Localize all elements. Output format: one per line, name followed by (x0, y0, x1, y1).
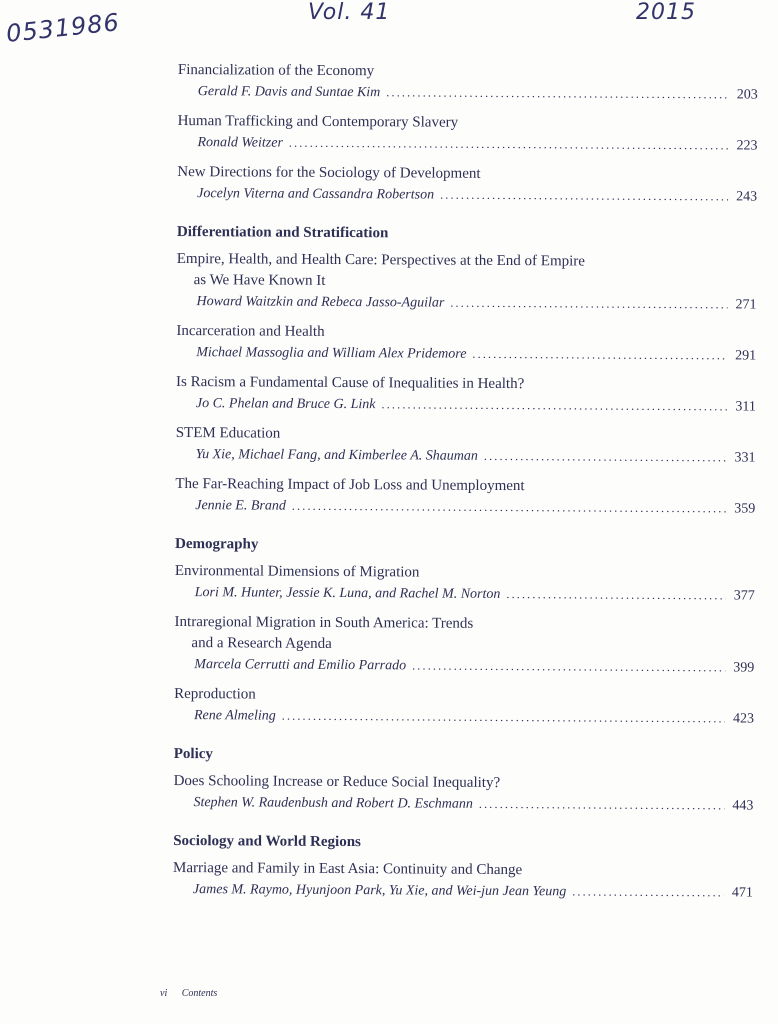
section-heading: Demography (174, 535, 259, 553)
handwritten-year: 2015 (636, 0, 696, 25)
toc-entry (178, 60, 758, 106)
article-authors: Yu Xie, Michael Fang, and Kimberlee A. Shauman (195, 447, 478, 464)
dot-leader (381, 394, 726, 416)
article-title: Marriage and Family in East Asia: Continuity and Change (173, 859, 523, 879)
article-title: as We Have Known It (193, 272, 326, 289)
author-line (174, 654, 754, 679)
article-authors: Michael Massoglia and William Alex Pridemore (196, 345, 467, 362)
page-number: 377 (733, 588, 755, 604)
article-title: Is Racism a Fundamental Cause of Inequalities in Health? (175, 373, 525, 393)
article-title: Incarceration and Health (176, 322, 325, 340)
author-line (174, 705, 754, 730)
section-heading: Policy (173, 745, 213, 763)
page-number: 359 (734, 501, 756, 517)
toc-entry (174, 612, 754, 679)
toc-section (177, 60, 758, 208)
author-line (176, 393, 756, 418)
article-title: Intraregional Migration in South America: Trends (174, 613, 474, 632)
dot-leader (282, 706, 725, 729)
dot-leader (472, 344, 727, 366)
footer-label: Contents (181, 988, 218, 999)
dot-leader (440, 185, 728, 207)
article-title: and a Research Agenda (191, 635, 332, 652)
section-heading: Sociology and World Regions (173, 832, 361, 851)
page-number: 423 (732, 711, 755, 727)
article-authors: Jocelyn Viterna and Cassandra Robertson (197, 186, 435, 203)
page-number: 271 (735, 297, 757, 313)
dot-leader (292, 496, 727, 519)
toc-section (175, 224, 757, 520)
article-authors: Rene Almeling (193, 708, 276, 724)
dot-leader (484, 446, 727, 467)
dot-leader (386, 82, 729, 104)
table-of-contents (173, 60, 758, 913)
article-authors: Gerald F. Davis and Suntae Kim (197, 84, 381, 101)
toc-entry (176, 249, 756, 316)
author-line (173, 879, 753, 904)
article-authors: Stephen W. Raudenbush and Robert D. Eschmann (193, 795, 473, 812)
toc-section (173, 746, 753, 817)
footer-page-numeral: vi (160, 988, 168, 999)
author-line (175, 582, 755, 607)
dot-leader (479, 794, 725, 815)
article-title: STEM Education (175, 424, 281, 442)
page-footer (160, 988, 217, 999)
handwritten-accession-number: 0531986 (4, 8, 122, 48)
page-number: 443 (732, 798, 754, 814)
author-line (178, 81, 758, 106)
toc-section (173, 833, 753, 904)
toc-entry (176, 372, 756, 418)
author-line (173, 792, 753, 817)
toc-entry (173, 858, 753, 904)
dot-leader (412, 655, 725, 677)
article-authors: Marcela Cerrutti and Emilio Parrado (194, 657, 407, 674)
page-number: 311 (735, 399, 756, 415)
toc-entry (175, 561, 755, 607)
article-authors: Lori M. Hunter, Jessie K. Luna, and Rachel M. Norton (194, 585, 501, 602)
author-line (177, 132, 757, 157)
author-line (176, 342, 756, 367)
author-line (175, 495, 755, 520)
article-title: The Far-Reaching Impact of Job Loss and Unemployment (175, 475, 525, 495)
page-number: 471 (731, 885, 753, 901)
section-heading: Differentiation and Stratification (176, 223, 389, 242)
article-title: New Directions for the Sociology of Development (177, 163, 481, 182)
author-line (176, 291, 756, 316)
handwritten-volume: Vol. 41 (308, 0, 391, 25)
toc-entry (174, 684, 754, 730)
article-title: Reproduction (174, 685, 256, 703)
dot-leader (506, 584, 725, 605)
toc-entry (176, 423, 756, 469)
toc-entry (173, 771, 753, 817)
article-title: Environmental Dimensions of Migration (174, 562, 420, 581)
dot-leader (572, 881, 724, 902)
article-authors: Jo C. Phelan and Bruce G. Link (195, 396, 376, 413)
dot-leader (450, 293, 727, 315)
author-line (176, 444, 756, 469)
page-number: 223 (736, 138, 758, 154)
dot-leader (289, 133, 729, 156)
page-number: 291 (735, 348, 757, 364)
page-number: 203 (736, 87, 758, 103)
toc-entry (177, 162, 757, 208)
article-title: Human Trafficking and Contemporary Slavery (177, 112, 459, 131)
page-number: 399 (733, 660, 755, 676)
article-authors: Jennie E. Brand (195, 498, 286, 514)
toc-entry (176, 321, 756, 367)
toc-section (174, 536, 755, 730)
article-title: Empire, Health, and Health Care: Perspectives at the End of Empire (176, 250, 586, 270)
page-number: 331 (734, 450, 756, 466)
toc-entry (175, 474, 755, 520)
author-line (177, 183, 757, 208)
article-title: Does Schooling Increase or Reduce Social Inequality? (173, 772, 501, 791)
article-authors: Howard Waitzkin and Rebeca Jasso-Aguilar (196, 294, 445, 311)
article-authors: Ronald Weitzer (197, 135, 283, 151)
article-authors: James M. Raymo, Hyunjoon Park, Yu Xie, and Wei-jun Jean Yeung (192, 882, 567, 900)
toc-entry (177, 111, 757, 157)
page-number: 243 (736, 189, 758, 205)
article-title: Financialization of the Economy (177, 61, 375, 80)
